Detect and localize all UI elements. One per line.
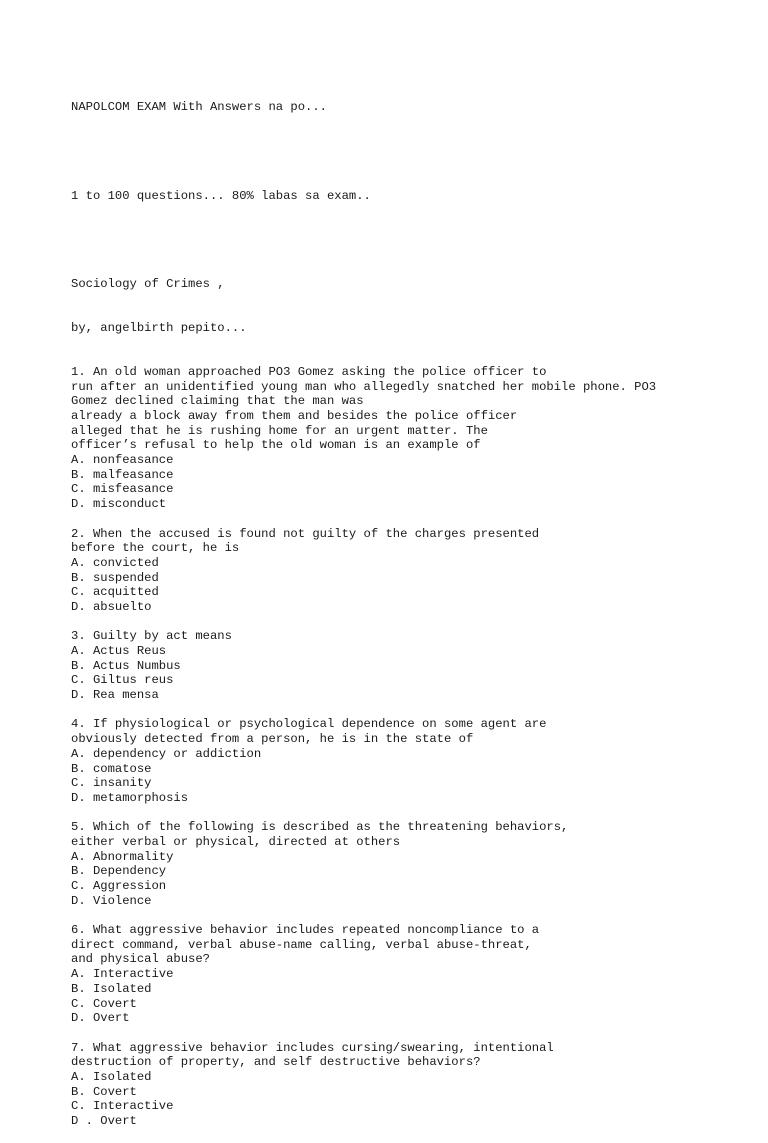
spacer [71,1026,731,1041]
spacer [71,806,731,821]
question-text-line: Gomez declined claiming that the man was [71,394,364,409]
question-text-line: direct command, verbal abuse-name calling, verbal abuse-threat, [71,937,532,952]
answer-option: C. Covert [71,996,137,1011]
question-block [71,1041,731,1129]
answer-option: D. Rea mensa [71,688,159,703]
answer-option: B. malfeasance [71,467,174,482]
answer-option: B. Isolated [71,981,152,996]
spacer [71,145,731,160]
answer-option: D. misconduct [71,497,167,512]
question-text-line: 4. If physiological or psychological dependence on some agent are [71,717,547,732]
question-text-line: and physical abuse? [71,952,210,967]
answer-option: A. dependency or addiction [71,746,262,761]
question-text-line: destruction of property, and self destructive behaviors? [71,1055,481,1070]
question-text-line: 7. What aggressive behavior includes cursing/swearing, intentional [71,1040,554,1055]
question-text-line: already a block away from them and besides the police officer [71,409,518,424]
question-list [71,365,731,1129]
question-block [71,629,731,702]
question-text-line: 6. What aggressive behavior includes repeated noncompliance to a [71,923,540,938]
answer-option: A. Abnormality [71,849,174,864]
document-subtitle: 1 to 100 questions... 80% labas sa exam.. [71,188,371,203]
question-text-line: either verbal or physical, directed at others [71,834,401,849]
question-text-line: run after an unidentified young man who allegedly snatched her mobile phone. PO3 [71,379,657,394]
spacer [71,512,731,527]
spacer [71,703,731,718]
answer-option: C. misfeasance [71,482,174,497]
answer-option: B. Actus Numbus [71,658,181,673]
question-text-line: 3. Guilty by act means [71,629,232,644]
answer-option: D . Overt [71,1114,137,1129]
question-block [71,527,731,615]
answer-option: C. Giltus reus [71,673,174,688]
answer-option: C. acquitted [71,585,159,600]
answer-option: D. metamorphosis [71,790,189,805]
answer-option: C. Interactive [71,1099,174,1114]
spacer [71,233,731,248]
answer-option: D. Violence [71,893,152,908]
question-text-line: obviously detected from a person, he is in the state of [71,732,474,747]
section-heading: Sociology of Crimes , [71,276,225,291]
spacer [71,908,731,923]
document-title: NAPOLCOM EXAM With Answers na po... [71,100,327,115]
question-text-line: 2. When the accused is found not guilty of the charges presented [71,526,540,541]
question-block [71,717,731,805]
answer-option: C. insanity [71,776,152,791]
question-block [71,365,731,512]
answer-option: A. convicted [71,555,159,570]
author-byline: by, angelbirth pepito... [71,320,247,335]
answer-option: B. suspended [71,570,159,585]
question-text-line: before the court, he is [71,541,240,556]
answer-option: D. absuelto [71,599,152,614]
answer-option: A. Interactive [71,967,174,982]
answer-option: B. Dependency [71,864,167,879]
question-text-line: 5. Which of the following is described as the threatening behaviors, [71,820,569,835]
question-text-line: 1. An old woman approached PO3 Gomez asking the police officer to [71,364,547,379]
answer-option: A. Isolated [71,1069,152,1084]
answer-option: B. comatose [71,761,152,776]
answer-option: D. Overt [71,1011,130,1026]
question-block [71,923,731,1026]
answer-option: A. Actus Reus [71,644,167,659]
document-body [71,71,731,1143]
answer-option: C. Aggression [71,879,167,894]
question-text-line: alleged that he is rushing home for an urgent matter. The [71,423,488,438]
answer-option: A. nonfeasance [71,453,174,468]
question-text-line: officer’s refusal to help the old woman is an example of [71,438,481,453]
answer-option: B. Covert [71,1084,137,1099]
question-block [71,820,731,908]
spacer [71,615,731,630]
